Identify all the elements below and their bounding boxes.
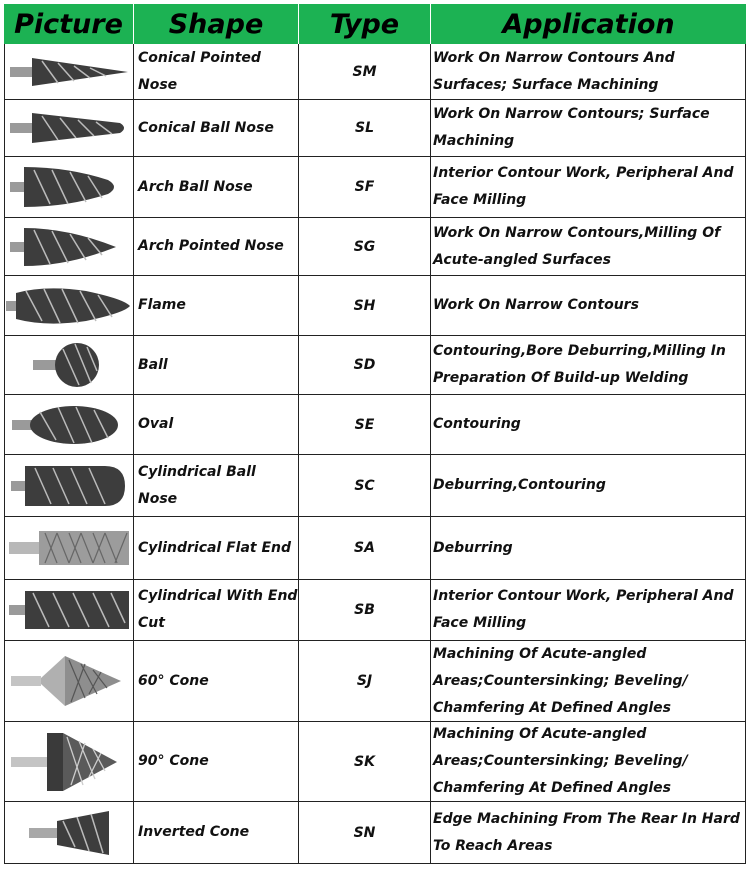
picture-cell [4, 722, 134, 801]
header-type: Type [299, 4, 431, 44]
picture-cell [4, 276, 134, 335]
table-row [4, 100, 746, 157]
application-cell: Deburring [433, 539, 513, 556]
type-cell: SH [299, 276, 431, 335]
header-picture: Picture [4, 4, 134, 44]
type-cell: SC [299, 455, 431, 516]
shape-cell: Cylindrical Ball Nose [134, 455, 299, 516]
application-cell: Edge Machining From The Rear In Hard To Reach Areas [433, 810, 740, 854]
cylindrical-flat-burr-icon [7, 525, 131, 571]
application-cell: Work On Narrow Contours,Milling Of Acute-angled Surfaces [433, 224, 721, 268]
shape-cell: 60° Cone [134, 641, 299, 721]
oval-burr-icon [10, 400, 128, 450]
picture-cell [4, 44, 134, 99]
type-cell: SJ [299, 641, 431, 721]
type-cell: SM [299, 44, 431, 99]
shape-cell: Conical Ball Nose [134, 100, 299, 156]
application-cell: Work On Narrow Contours [433, 297, 639, 313]
shape-cell: Cylindrical Flat End [134, 517, 299, 579]
picture-cell [4, 802, 134, 863]
shape-cell: Arch Pointed Nose [134, 218, 299, 275]
application-cell: Interior Contour Work, Peripheral And Face Milling [433, 165, 734, 208]
application-cell: Contouring [433, 416, 521, 432]
table-row [4, 218, 746, 276]
type-cell: SK [299, 722, 431, 801]
type-cell: SF [299, 157, 431, 217]
picture-cell [4, 580, 134, 640]
table-row [4, 44, 746, 100]
shape-cell: Cylindrical With End Cut [134, 580, 299, 640]
arch-pointed-burr-icon [8, 222, 130, 272]
arch-ball-burr-icon [8, 162, 130, 212]
type-cell: SN [299, 802, 431, 863]
picture-cell [4, 100, 134, 156]
application-cell: Work On Narrow Contours And Surfaces; Surface Machining [433, 49, 675, 93]
cylindrical-ball-burr-icon [9, 460, 129, 512]
type-cell: SD [299, 336, 431, 394]
table-row [4, 802, 746, 864]
application-cell: Machining Of Acute-angled Areas;Countersinking; Beveling/ Chamfering At Defined Angles [433, 645, 688, 716]
picture-cell [4, 218, 134, 275]
type-cell: SE [299, 395, 431, 454]
picture-cell [4, 517, 134, 579]
application-cell: Contouring,Bore Deburring,Milling In Preparation Of Build-up Welding [433, 343, 726, 386]
picture-cell [4, 336, 134, 394]
type-cell: SB [299, 580, 431, 640]
table-row [4, 722, 746, 802]
conical-pointed-burr-icon [8, 50, 130, 94]
cone-60-burr-icon [9, 648, 129, 714]
cone-90-burr-icon [9, 729, 129, 795]
header-application: Application [431, 4, 746, 44]
header-shape: Shape [134, 4, 299, 44]
picture-cell [4, 395, 134, 454]
shape-cell: Oval [134, 395, 299, 454]
conical-ball-burr-icon [8, 106, 130, 150]
table-row [4, 336, 746, 395]
application-cell: Interior Contour Work, Peripheral And Face Milling [433, 588, 734, 631]
application-cell: Machining Of Acute-angled Areas;Countersinking; Beveling/ Chamfering At Defined Angles [433, 726, 688, 796]
table-row [4, 276, 746, 336]
flame-burr-icon [6, 281, 132, 331]
shape-cell: Inverted Cone [134, 802, 299, 863]
table-row [4, 157, 746, 218]
table-row [4, 455, 746, 517]
type-cell: SL [299, 100, 431, 156]
shape-cell: Ball [134, 336, 299, 394]
ball-burr-icon [29, 339, 109, 391]
shape-cell: Conical Pointed Nose [134, 44, 299, 99]
table-row [4, 517, 746, 580]
cylindrical-end-cut-burr-icon [7, 585, 131, 635]
shape-cell: Arch Ball Nose [134, 157, 299, 217]
application-cell: Deburring,Contouring [433, 477, 606, 493]
table-row [4, 641, 746, 722]
table-row [4, 580, 746, 641]
picture-cell [4, 641, 134, 721]
inverted-cone-burr-icon [19, 807, 119, 859]
application-cell: Work On Narrow Contours; Surface Machining [433, 106, 710, 149]
type-cell: SA [299, 517, 431, 579]
shape-cell: Flame [134, 276, 299, 335]
shape-cell: 90° Cone [134, 722, 299, 801]
picture-cell [4, 455, 134, 516]
type-cell: SG [299, 218, 431, 275]
picture-cell [4, 157, 134, 217]
table-row [4, 395, 746, 455]
